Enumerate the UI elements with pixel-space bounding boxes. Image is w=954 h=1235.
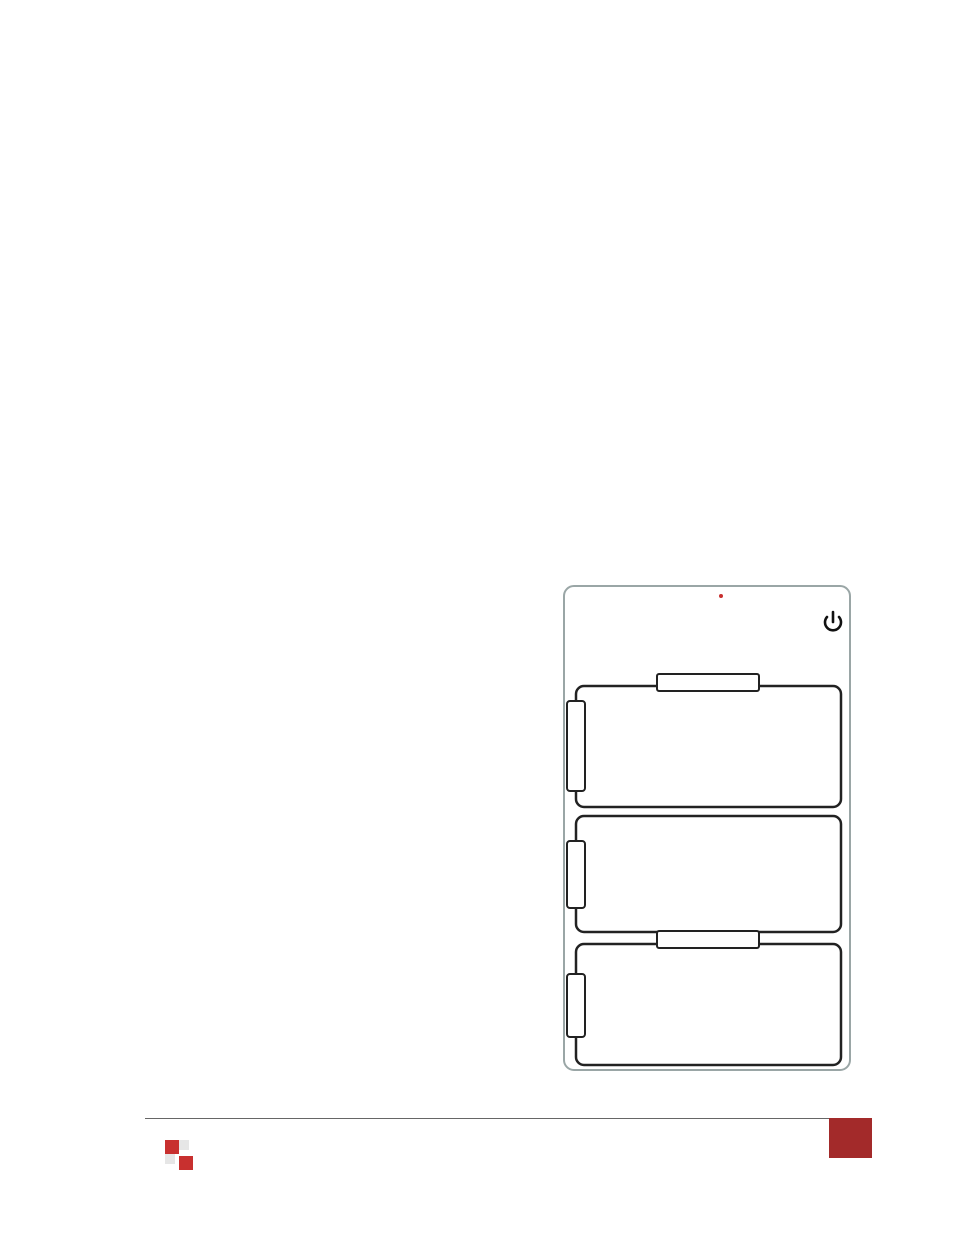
- logo-square-red-icon: [165, 1140, 179, 1154]
- section-heading: [154, 169, 210, 190]
- remote-outline: [564, 586, 850, 1070]
- logo-square-grey-icon: [179, 1140, 189, 1150]
- brand-dot-icon: [719, 594, 723, 598]
- output-tab: [567, 974, 585, 1037]
- input-tab: [567, 841, 585, 908]
- logo-square-red2-icon: [179, 1156, 193, 1170]
- logo-square-grey2-icon: [165, 1154, 175, 1164]
- page-number: [829, 1118, 872, 1158]
- source-sel-tab: [567, 701, 585, 791]
- footer-rule: [145, 1118, 829, 1119]
- footer-logo: [160, 1136, 260, 1181]
- ir-remote-illustration: [561, 583, 853, 1073]
- display-side-banner: [657, 674, 759, 691]
- matrix-side-banner: [657, 931, 759, 948]
